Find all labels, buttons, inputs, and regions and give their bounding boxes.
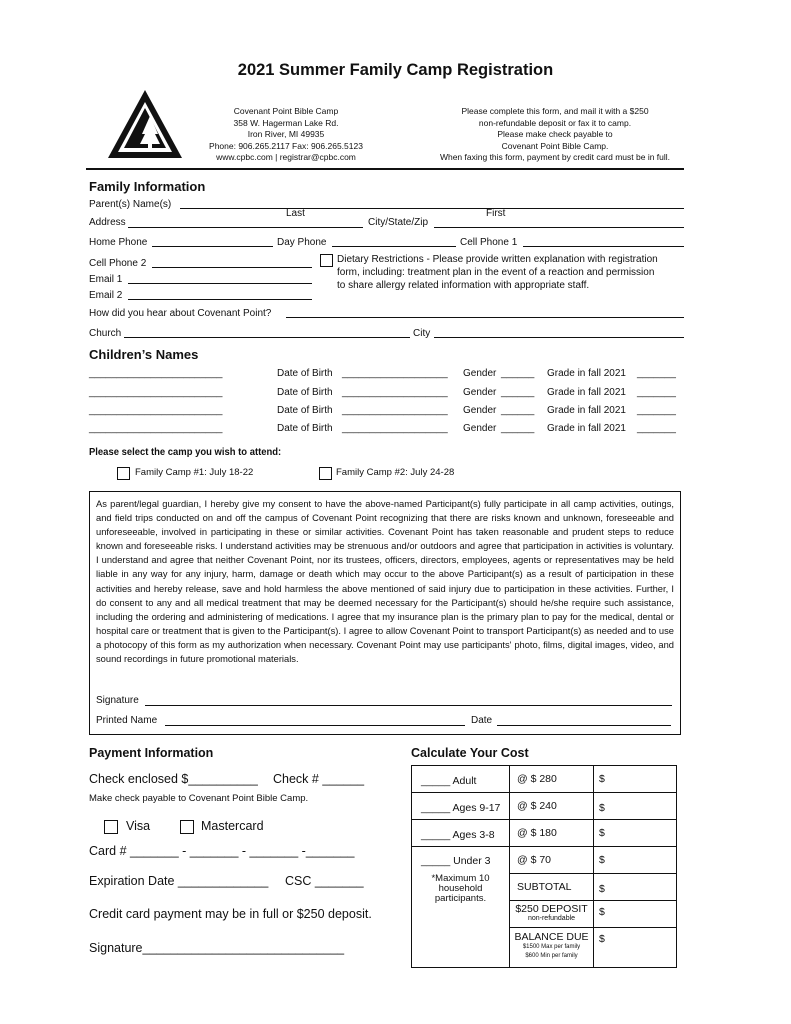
- gender-label: Gender: [463, 423, 497, 434]
- cost-cell: [594, 847, 677, 874]
- cost-cell: [510, 901, 594, 928]
- cost-cell: [412, 766, 510, 793]
- org-name: Covenant Point Bible Camp: [233, 106, 339, 116]
- camp-logo: [106, 88, 184, 162]
- gender-label: Gender: [463, 368, 497, 379]
- dietary-checkbox[interactable]: [320, 254, 333, 267]
- home-phone-label: Home Phone: [89, 237, 148, 248]
- first-label: First: [486, 208, 506, 219]
- gender-label: Gender: [463, 387, 497, 398]
- consent-date-field[interactable]: [497, 725, 671, 726]
- adult-label[interactable]: _____ Adult: [421, 775, 477, 787]
- max-note-line: *Maximum 10: [431, 873, 490, 884]
- instructions: [400, 106, 710, 164]
- check-enclosed-field[interactable]: Check enclosed $__________: [89, 772, 258, 786]
- child-row[interactable]: [89, 405, 689, 419]
- consent-signature-label: Signature: [96, 695, 139, 706]
- child-row[interactable]: [89, 423, 689, 437]
- mastercard-checkbox[interactable]: [180, 820, 194, 834]
- grade-field[interactable]: _______: [637, 405, 676, 416]
- email1-field[interactable]: [128, 283, 312, 284]
- dietary-label: Dietary Restrictions - Please provide written explanation with registration: [337, 254, 658, 265]
- adult-total[interactable]: $: [599, 773, 605, 785]
- cost-cell: [594, 793, 677, 820]
- child-row[interactable]: [89, 368, 689, 382]
- max-note-line: household: [438, 883, 483, 894]
- printed-name-field[interactable]: [165, 725, 465, 726]
- gender-label: Gender: [463, 405, 497, 416]
- printed-name-label: Printed Name: [96, 715, 158, 726]
- page-title: 2021 Summer Family Camp Registration: [237, 61, 554, 79]
- consent-box: [89, 491, 681, 735]
- balance-sublabel-2: $600 Min per family: [525, 953, 578, 959]
- email1-label: Email 1: [89, 274, 123, 285]
- dietary-label-2: form, including: treatment plan in the event of a reaction and permission: [337, 267, 655, 278]
- instruction-line: Please make check payable to: [497, 129, 613, 139]
- org-address: 358 W. Hagerman Lake Rd.: [233, 117, 339, 128]
- dob-label: Date of Birth: [277, 405, 333, 416]
- consent-signature-field[interactable]: [145, 705, 672, 706]
- adult-rate: @ $ 280: [517, 773, 557, 785]
- csc-field[interactable]: CSC _______: [285, 874, 364, 888]
- cost-cell: [594, 766, 677, 793]
- ages-9-17-total[interactable]: $: [599, 802, 605, 814]
- child-name-field[interactable]: ________________________: [89, 368, 223, 379]
- dob-field[interactable]: ___________________: [342, 368, 448, 379]
- camp1-label: Family Camp #1: July 18-22: [135, 467, 254, 478]
- ages-9-17-rate: @ $ 240: [517, 800, 557, 812]
- cost-table: [411, 765, 677, 968]
- mastercard-label: Mastercard: [201, 819, 264, 833]
- grade-field[interactable]: _______: [637, 368, 676, 379]
- deposit-sublabel: non-refundable: [527, 915, 576, 922]
- camp1-checkbox[interactable]: [117, 467, 130, 480]
- subtotal-label: SUBTOTAL: [517, 881, 572, 893]
- dob-label: Date of Birth: [277, 423, 333, 434]
- church-label: Church: [89, 328, 122, 339]
- visa-label: Visa: [126, 819, 151, 833]
- day-phone-field[interactable]: [332, 246, 456, 247]
- church-field[interactable]: [124, 337, 410, 338]
- under-3-total[interactable]: $: [599, 854, 605, 866]
- org-info: [186, 106, 386, 164]
- city-label: City: [413, 328, 431, 339]
- child-name-field[interactable]: ________________________: [89, 387, 223, 398]
- org-phone: Phone: 906.265.2117 Fax: 906.265.5123: [209, 140, 363, 151]
- cost-cell: [412, 793, 510, 820]
- cost-heading: Calculate Your Cost: [411, 746, 529, 760]
- cell1-field[interactable]: [523, 246, 684, 247]
- instruction-line: When faxing this form, payment by credit card must be in full.: [439, 152, 671, 162]
- children-heading: Children’s Names: [89, 347, 199, 362]
- consent-text: As parent/legal guardian, I hereby give my consent to have the above-named Participant(s) fully participate in all camp activities, outings, and field trips conducted on and off the campus of Covenant Point recognizing that there are risks known and unknown, foreseeable and unforeseeable, involved in participating in these or similar activities. Covenant Point has taken reasonable and prudent steps to reduce known and foreseeable risks. I understand activities may be strenuous and/or outdoors and agree that participation in activities is voluntary. I understand and agree that neither Covenant Point, nor its trustees, officers, directors, employees, agents or representatives may be held liable in any way for any injury, harm, damage or death which may occur to the above Participant(s) as a result of participation in these activities and hereby release, save and hold harmless the above mentioned of said injury due to participation in these activities. Further, I do consent to any and all medical treatment that may be deemed necessary for the Participant(s) should he/she require such assistance, including the ordering and administering of medications. I agree that my insurance plan is the primary plan to pay for the medical, dental or hospital care or treatment that is given to the Participant(s). I agree to allow Covenant Point to transport Participant(s) as needed and to use a photocopy of this form as my authorization when necessary. Covenant Point may use participants' photo, films, digital images, video, and sound recordings in future promotional materials.: [96, 499, 674, 665]
- cost-cell: [412, 847, 510, 968]
- dob-label: Date of Birth: [277, 368, 333, 379]
- day-phone-label: Day Phone: [277, 237, 327, 248]
- cell1-label: Cell Phone 1: [460, 237, 518, 248]
- grade-field[interactable]: _______: [637, 387, 676, 398]
- cost-cell: [594, 901, 677, 928]
- city-state-zip-field[interactable]: [434, 227, 684, 228]
- parents-field[interactable]: [180, 208, 684, 209]
- balance-sublabel-1: $1500 Max per family: [522, 944, 581, 950]
- header-divider: [86, 168, 684, 170]
- cost-cell: [412, 820, 510, 847]
- grade-label: Grade in fall 2021: [547, 387, 626, 398]
- gender-field[interactable]: ______: [501, 368, 535, 379]
- cost-cell: [510, 766, 594, 793]
- under-3-label[interactable]: _____ Under 3: [421, 855, 491, 867]
- cost-cell: [510, 793, 594, 820]
- camp2-label: Family Camp #2: July 24-28: [336, 467, 455, 478]
- cost-cell: [594, 874, 677, 901]
- cost-cell: [510, 928, 594, 968]
- under-3-rate: @ $ 70: [517, 854, 552, 866]
- camp-select-heading: Please select the camp you wish to attend:: [89, 446, 282, 458]
- email2-label: Email 2: [89, 290, 123, 301]
- parents-label: Parent(s) Name(s): [89, 199, 172, 210]
- ages-3-8-label[interactable]: _____ Ages 3-8: [421, 829, 495, 841]
- deposit-value[interactable]: $: [599, 906, 605, 918]
- cost-cell: [594, 820, 677, 847]
- gender-field[interactable]: ______: [501, 387, 535, 398]
- child-name-field[interactable]: ________________________: [89, 423, 223, 434]
- balance-value[interactable]: $: [599, 933, 605, 945]
- gender-field[interactable]: ______: [501, 423, 535, 434]
- card-number-field[interactable]: Card # _______ - _______ - _______ -_______: [89, 844, 355, 858]
- home-phone-field[interactable]: [152, 246, 273, 247]
- city-field[interactable]: [434, 337, 684, 338]
- dob-field[interactable]: ___________________: [342, 387, 448, 398]
- cell2-label: Cell Phone 2: [89, 258, 147, 269]
- credit-card-note: Credit card payment may be in full or $250 deposit.: [89, 907, 372, 921]
- subtotal-value[interactable]: $: [599, 883, 605, 895]
- balance-label: BALANCE DUE: [514, 931, 589, 943]
- deposit-label: $250 DEPOSIT: [515, 903, 588, 915]
- instruction-line: non-refundable deposit or fax it to camp.: [478, 117, 632, 128]
- grade-label: Grade in fall 2021: [547, 423, 626, 434]
- child-name-field[interactable]: ________________________: [89, 405, 223, 416]
- expiration-field[interactable]: Expiration Date _____________: [89, 874, 269, 888]
- family-heading: Family Information: [89, 179, 206, 194]
- gender-field[interactable]: ______: [501, 405, 535, 416]
- dob-field[interactable]: ___________________: [342, 405, 448, 416]
- max-note-line: participants.: [434, 893, 487, 904]
- ages-3-8-total[interactable]: $: [599, 827, 605, 839]
- grade-field[interactable]: _______: [637, 423, 676, 434]
- dob-field[interactable]: ___________________: [342, 423, 448, 434]
- grade-label: Grade in fall 2021: [547, 368, 626, 379]
- org-web: www.cpbc.com | registrar@cpbc.com: [216, 152, 356, 162]
- cost-cell: [594, 928, 677, 968]
- dob-label: Date of Birth: [277, 387, 333, 398]
- cost-cell: [510, 820, 594, 847]
- check-number-field[interactable]: Check # ______: [273, 772, 365, 786]
- consent-date-label: Date: [471, 715, 493, 726]
- address-field[interactable]: [128, 227, 363, 228]
- address-label: Address: [89, 217, 126, 228]
- ages-3-8-rate: @ $ 180: [517, 827, 557, 839]
- org-city: Iron River, MI 49935: [247, 129, 325, 139]
- grade-label: Grade in fall 2021: [547, 405, 626, 416]
- visa-checkbox[interactable]: [104, 820, 118, 834]
- max-note: [412, 874, 509, 904]
- dietary-label-3: to share allergy related information with appropriate staff.: [337, 280, 590, 291]
- last-label: Last: [286, 208, 305, 219]
- cost-cell: [510, 874, 594, 901]
- child-row[interactable]: [89, 387, 689, 401]
- city-state-zip-label: City/State/Zip: [368, 217, 429, 228]
- camp2-checkbox[interactable]: [319, 467, 332, 480]
- hear-field[interactable]: [286, 317, 684, 318]
- instruction-line: Covenant Point Bible Camp.: [501, 140, 609, 151]
- hear-label: How did you hear about Covenant Point?: [89, 308, 272, 319]
- cell2-field[interactable]: [152, 267, 312, 268]
- cost-cell: [510, 847, 594, 874]
- payment-signature-field[interactable]: Signature_____________________________: [89, 941, 345, 955]
- payable-note: Make check payable to Covenant Point Bible Camp.: [89, 793, 309, 804]
- ages-9-17-label[interactable]: _____ Ages 9-17: [421, 802, 501, 814]
- payment-heading: Payment Information: [89, 746, 214, 760]
- email2-field[interactable]: [128, 299, 312, 300]
- instruction-line: Please complete this form, and mail it with a $250: [461, 106, 649, 116]
